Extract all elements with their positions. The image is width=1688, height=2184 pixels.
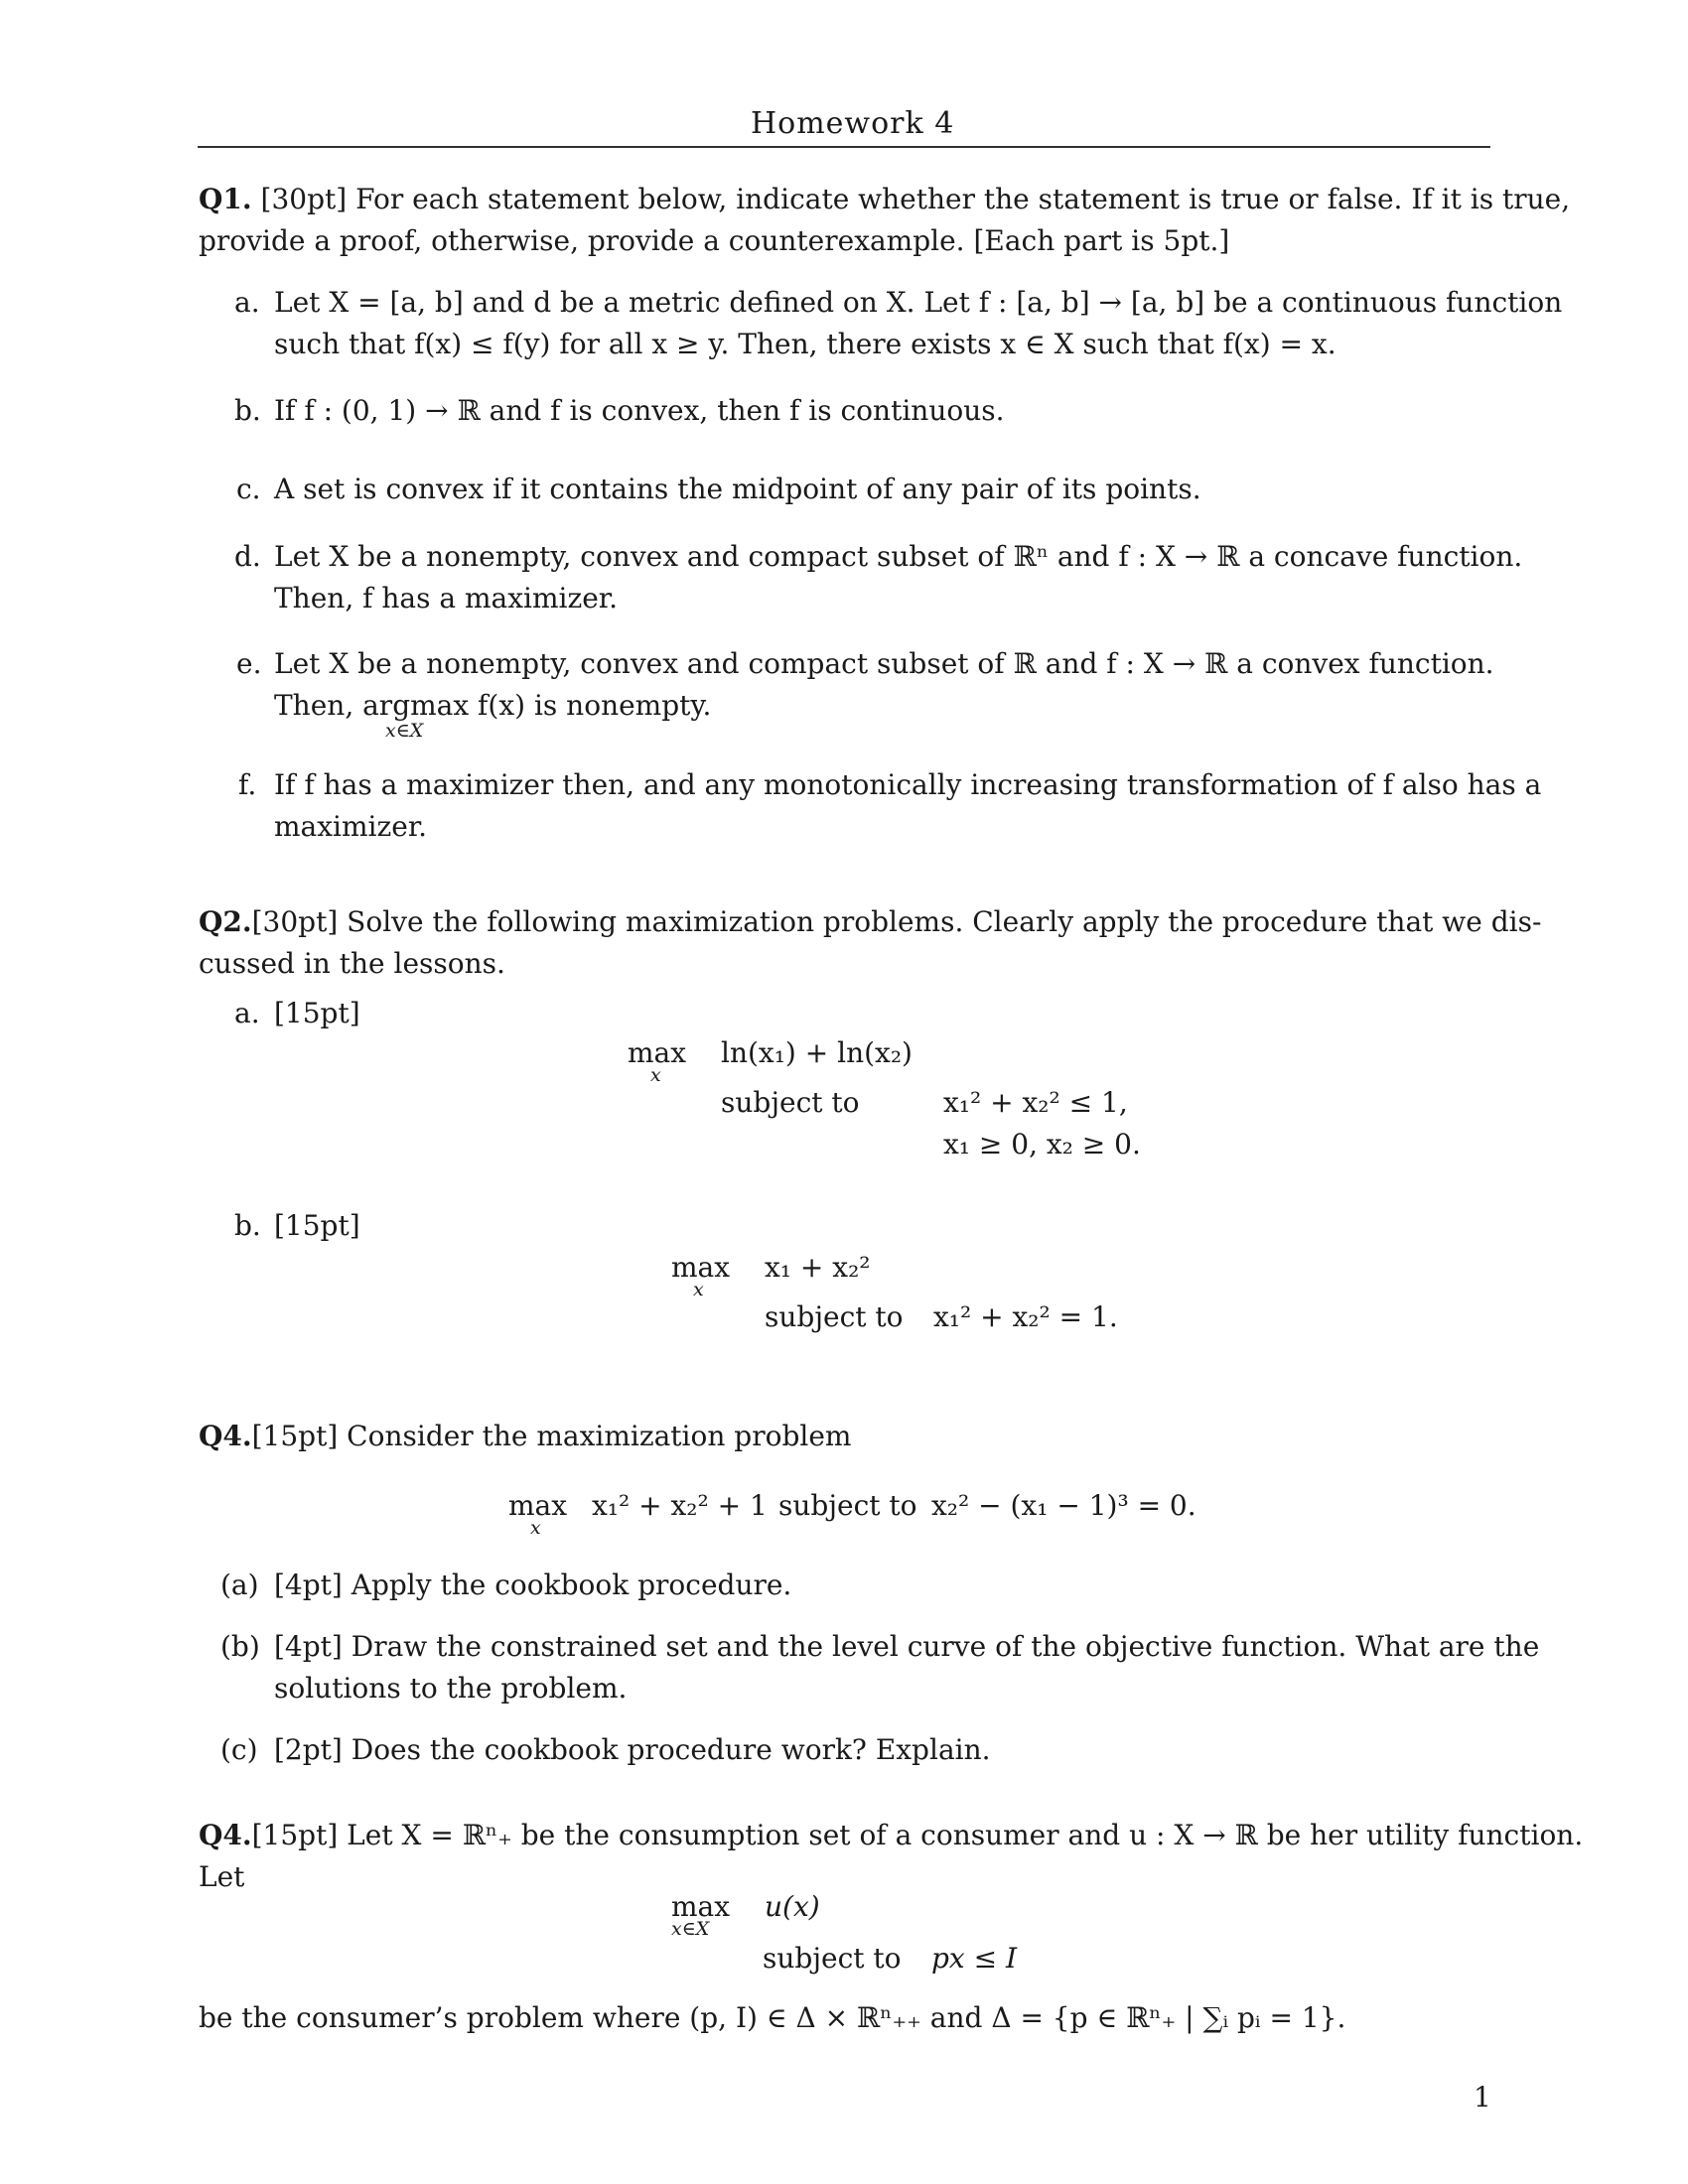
q1-e-line2: Then, argmax f(x) is nonempty. [274, 689, 712, 722]
q2-b-max-subscript: x [693, 1279, 704, 1300]
q4-heading: Q4. [199, 1819, 252, 1851]
q1-a-line1: Let X = [a, b] and d be a metric defined on X. Let f : [a, b] → [a, b] be a continuous function [274, 286, 1563, 319]
q2-intro-1: [30pt] Solve the following maximization problems. Clearly apply the procedure that we dis- [251, 905, 1542, 938]
page-number: 1 [1474, 2081, 1491, 2114]
q1-heading: Q1. [199, 183, 252, 215]
q3-max-subscript: x [530, 1517, 541, 1539]
q1-b-label: b. [234, 394, 261, 427]
q2-a-objective: ln(x₁) + ln(x₂) [721, 1036, 913, 1069]
q2-b-subject-to: subject to [765, 1300, 904, 1333]
q2-a-points: [15pt] [274, 997, 360, 1029]
q2-intro-2: cussed in the lessons. [199, 947, 505, 980]
q4-intro-2: Let [199, 1860, 245, 1893]
q3-b-line2: solutions to the problem. [274, 1672, 628, 1705]
q3-intro: [15pt] Consider the maximization problem [251, 1420, 852, 1452]
q2-line1 [199, 901, 1541, 942]
q1-e-label: e. [236, 647, 262, 680]
q1-f-line1: If f has a maximizer then, and any monotonically increasing transformation of f also has a [274, 768, 1542, 801]
q1-c-line1: A set is convex if it contains the midpoint of any pair of its points. [274, 473, 1201, 505]
q4-line1 [199, 1815, 1583, 1855]
q1-a-label: a. [234, 286, 260, 319]
q3-c-line1: [2pt] Does the cookbook procedure work? Explain. [274, 1733, 991, 1766]
header-rule [198, 146, 1490, 148]
q4-max-subscript: x∈X [671, 1918, 710, 1940]
q1-d-line1: Let X be a nonempty, convex and compact subset of ℝⁿ and f : X → ℝ a concave function. [274, 540, 1523, 573]
q1-c-label: c. [236, 473, 261, 505]
q1-d-label: d. [234, 540, 261, 573]
q3-b-label: (b) [220, 1630, 260, 1663]
q1-intro-2: provide a proof, otherwise, provide a counterexample. [Each part is 5pt.] [199, 224, 1230, 257]
q1-line1 [199, 179, 1570, 219]
q4-max: max [671, 1890, 731, 1923]
q2-a-subject-to: subject to [721, 1086, 860, 1119]
q1-f-line2: maximizer. [274, 810, 428, 843]
q3-line1 [199, 1416, 851, 1456]
q4-subject-to: subject to [763, 1942, 902, 1975]
q3-max: max [508, 1489, 568, 1522]
q2-b-label: b. [234, 1209, 261, 1242]
q2-a-constraint-1: x₁² + x₂² ≤ 1, [943, 1086, 1128, 1119]
q3-c-label: (c) [220, 1733, 258, 1766]
q3-subject-to: subject to [778, 1489, 917, 1522]
page-title: Homework 4 [751, 106, 955, 141]
q3-constraint: x₂² − (x₁ − 1)³ = 0. [931, 1489, 1196, 1522]
q4-constraint: px ≤ I [931, 1942, 1018, 1975]
q2-a-constraint-2: x₁ ≥ 0, x₂ ≥ 0. [943, 1128, 1141, 1160]
q1-a-line2: such that f(x) ≤ f(y) for all x ≥ y. Then, there exists x ∈ X such that f(x) = x. [274, 328, 1336, 360]
q3-heading: Q4. [199, 1420, 252, 1452]
q4-objective: u(x) [765, 1890, 820, 1923]
q1-e-line1: Let X be a nonempty, convex and compact subset of ℝ and f : X → ℝ a convex function. [274, 647, 1494, 680]
q3-b-line1: [4pt] Draw the constrained set and the level curve of the objective function. What are the [274, 1630, 1540, 1663]
q4-intro-3: be the consumer’s problem where (p, I) ∈ Δ × ℝⁿ₊₊ and Δ = {p ∈ ℝⁿ₊ | ∑ᵢ pᵢ = 1}. [199, 2001, 1346, 2034]
q2-heading: Q2. [199, 905, 252, 938]
q1-intro-1: [30pt] For each statement below, indicate whether the statement is true or false. If it is true, [260, 183, 1571, 215]
q2-a-max: max [628, 1036, 687, 1069]
q2-a-max-subscript: x [650, 1064, 661, 1086]
q3-objective: x₁² + x₂² + 1 [592, 1489, 768, 1522]
q1-e-argmax-subscript: x∈X [385, 720, 424, 742]
q1-f-label: f. [238, 768, 257, 801]
q1-b-line1: If f : (0, 1) → ℝ and f is convex, then f is continuous. [274, 394, 1005, 427]
q3-a-line1: [4pt] Apply the cookbook procedure. [274, 1569, 792, 1601]
q2-b-constraint: x₁² + x₂² = 1. [933, 1300, 1118, 1333]
q2-b-points: [15pt] [274, 1209, 360, 1242]
q2-b-max: max [671, 1251, 731, 1284]
q3-a-label: (a) [220, 1569, 259, 1601]
q2-a-label: a. [234, 997, 260, 1029]
q4-intro-1: [15pt] Let X = ℝⁿ₊ be the consumption set of a consumer and u : X → ℝ be her utility function. [251, 1819, 1584, 1851]
q2-b-objective: x₁ + x₂² [765, 1251, 871, 1284]
q1-d-line2: Then, f has a maximizer. [274, 582, 618, 614]
